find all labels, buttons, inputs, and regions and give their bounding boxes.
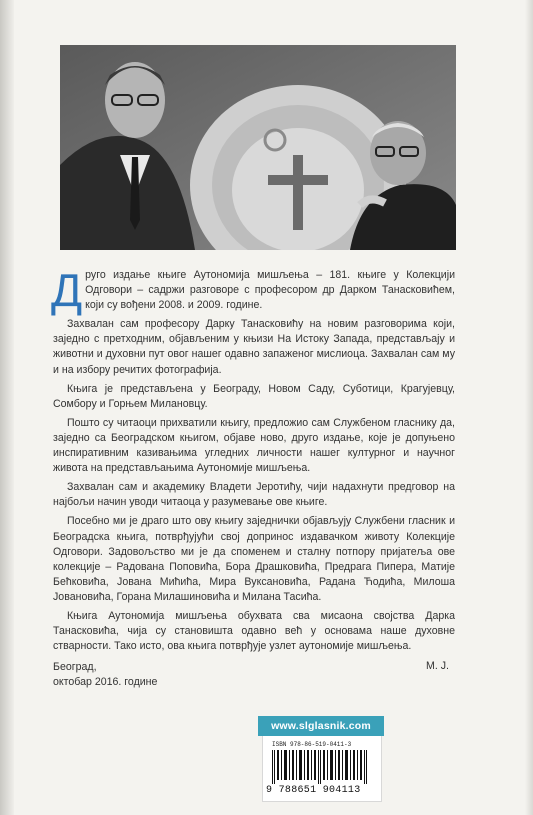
book-edge [525, 0, 533, 815]
paragraph-6: Посебно ми је драго што ову књигу заједнички објављују Службени гласник и Београдска књига, потврђујући свој допринос издавачком животу Колекције Одговори. Задовољство ми је да споменем и сталну потпору пријатеља ове колекције – Радована Поповића, Бора Драшковића, Предрага Пипера, Матије Бећковића, Јована Мићића, Мира Вуксановића, Радана Ћодића, Милоша Јовановића, Горана Милашиновића и Милана Тасића. [53, 515, 455, 603]
barcode-number: 9 788651 904113 [266, 785, 361, 796]
paragraph-2: Захвалан сам професору Дарку Танасковићу на новим разговорима који, заједно с претходним, објављеним у књизи На Истоку Запада, представљају и животни и духовни пут овог нашег одавно запаженог мислиоца. Захвалан сам му и на избору речитих фотографија. [53, 318, 455, 376]
paragraph-4: Пошто су читаоци прихватили књигу, предложио сам Службеном гласнику да, заједно са Београдском књигом, објаве ново, друго издање, које је допуњено инспиративним казивањима угледних личности нашег културног и научног живота на представљањима Аутономије мишљења. [53, 416, 455, 475]
publisher-url[interactable]: www.slglasnik.com [258, 716, 384, 736]
signature-place: Београд, [53, 661, 97, 673]
cover-photo [60, 45, 456, 250]
photo-illustration [60, 45, 456, 250]
signature-place-date [53, 660, 157, 690]
signature-date: октобар 2016. године [53, 676, 158, 688]
paragraph-3: Књига је представљена у Београду, Новом Саду, Суботици, Крагујевцу, Сомбору и Горњем Милановцу. [53, 382, 455, 410]
drop-cap: Д [51, 264, 83, 316]
paragraph-5: Захвалан сам и академику Владети Јеротићу, чији надахнути предговор на најбољи начин уводи читаоца у разумевање ове књиге. [53, 481, 455, 509]
paragraph-1 [51, 264, 455, 316]
paragraph-1-text: руго издање књиге Аутономија мишљења – 181. књиге у Колекцији Одговори – садржи разговоре с професором др Дарком Танасковићем, који су вођени 2008. и 2009. године. [85, 269, 455, 312]
signature-initials: М. Ј. [426, 660, 449, 672]
paragraph-7: Књига Аутономија мишљења обухвата сва мисаона својства Дарка Танасковића, чија су становишта одавно већ у основама наше духовне стварности. Тако исто, ова књига потврђује узлет аутономије мишљења. [53, 609, 455, 653]
back-cover-text [51, 264, 455, 658]
isbn-text: ISBN 978-86-519-0411-3 [272, 741, 352, 748]
book-spine-shadow [0, 0, 14, 815]
barcode-icon [272, 750, 372, 784]
